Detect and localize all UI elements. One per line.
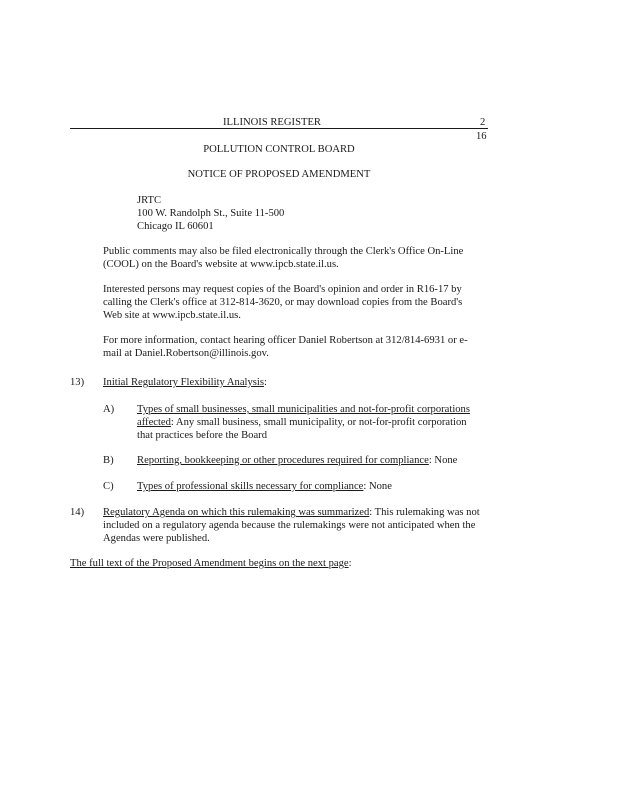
full-text-note-text: The full text of the Proposed Amendment begins on the next page bbox=[70, 558, 349, 569]
paragraph-line: Public comments may also be filed electronically through the Clerk's Office On-Line bbox=[103, 246, 464, 257]
item-b-letter: B) bbox=[103, 455, 114, 466]
section-14-text-line-1: : This rulemaking was not bbox=[369, 507, 480, 518]
electronic-filing-paragraph bbox=[103, 245, 503, 271]
item-b-heading: Reporting, bookkeeping or other procedures required for compliance bbox=[137, 455, 429, 466]
section-13-title: Initial Regulatory Flexibility Analysis bbox=[103, 377, 264, 388]
item-b-body bbox=[137, 454, 457, 467]
item-a-heading-line-2: affected bbox=[137, 417, 171, 428]
agency-name: POLLUTION CONTROL BOARD bbox=[203, 144, 355, 155]
paragraph-line: mail at Daniel.Robertson@illinois.gov. bbox=[103, 348, 269, 359]
paragraph-line: calling the Clerk's office at 312-814-3620, or may download copies from the Board's bbox=[103, 297, 463, 308]
section-14-text-line-2: included on a regulatory agenda because the rulemakings were not anticipated when the bbox=[103, 520, 476, 531]
section-13-number: 13) bbox=[70, 377, 85, 388]
paragraph-line: (COOL) on the Board's website at www.ipcb.state.il.us. bbox=[103, 259, 339, 270]
paragraph-line: Web site at www.ipcb.state.il.us. bbox=[103, 310, 241, 321]
address-line-2: 100 W. Randolph St., Suite 11-500 bbox=[137, 208, 285, 219]
item-b-text: : None bbox=[428, 455, 458, 466]
section-14-number: 14) bbox=[70, 507, 85, 518]
item-c-heading: Types of professional skills necessary for compliance bbox=[137, 481, 364, 492]
section-13-heading bbox=[103, 376, 267, 389]
full-text-note-colon: : bbox=[348, 558, 352, 569]
more-info-paragraph bbox=[103, 334, 503, 360]
register-title: ILLINOIS REGISTER bbox=[223, 117, 321, 128]
item-a-letter: A) bbox=[103, 404, 115, 415]
item-a-body bbox=[137, 403, 470, 442]
item-c-text: : None bbox=[363, 481, 392, 492]
notice-type: NOTICE OF PROPOSED AMENDMENT bbox=[187, 169, 371, 180]
item-a-text-line-2: : Any small business, small municipality, or not-for-profit corporation bbox=[170, 417, 467, 428]
address-line-1: JRTC bbox=[137, 195, 162, 206]
page-number: 2 bbox=[480, 117, 486, 128]
item-c-letter: C) bbox=[103, 481, 114, 492]
item-a-text-line-3: that practices before the Board bbox=[137, 430, 268, 441]
address-line-3: Chicago IL 60601 bbox=[137, 221, 214, 232]
full-text-note bbox=[70, 557, 352, 570]
section-14-body bbox=[103, 506, 480, 545]
issue-number: 16 bbox=[476, 131, 487, 142]
section-14-heading: Regulatory Agenda on which this rulemaking was summarized bbox=[103, 507, 370, 518]
paragraph-line: Interested persons may request copies of the Board's opinion and order in R16-17 by bbox=[103, 284, 462, 295]
section-13-colon: : bbox=[263, 377, 267, 388]
copies-paragraph bbox=[103, 283, 503, 322]
paragraph-line: For more information, contact hearing officer Daniel Robertson at 312/814-6931 or e- bbox=[103, 335, 468, 346]
item-a-heading-line-1: Types of small businesses, small municipalities and not-for-profit corporations bbox=[137, 404, 470, 415]
header-rule bbox=[70, 128, 488, 129]
section-14-text-line-3: Agendas were published. bbox=[103, 533, 210, 544]
item-c-body bbox=[137, 480, 392, 493]
